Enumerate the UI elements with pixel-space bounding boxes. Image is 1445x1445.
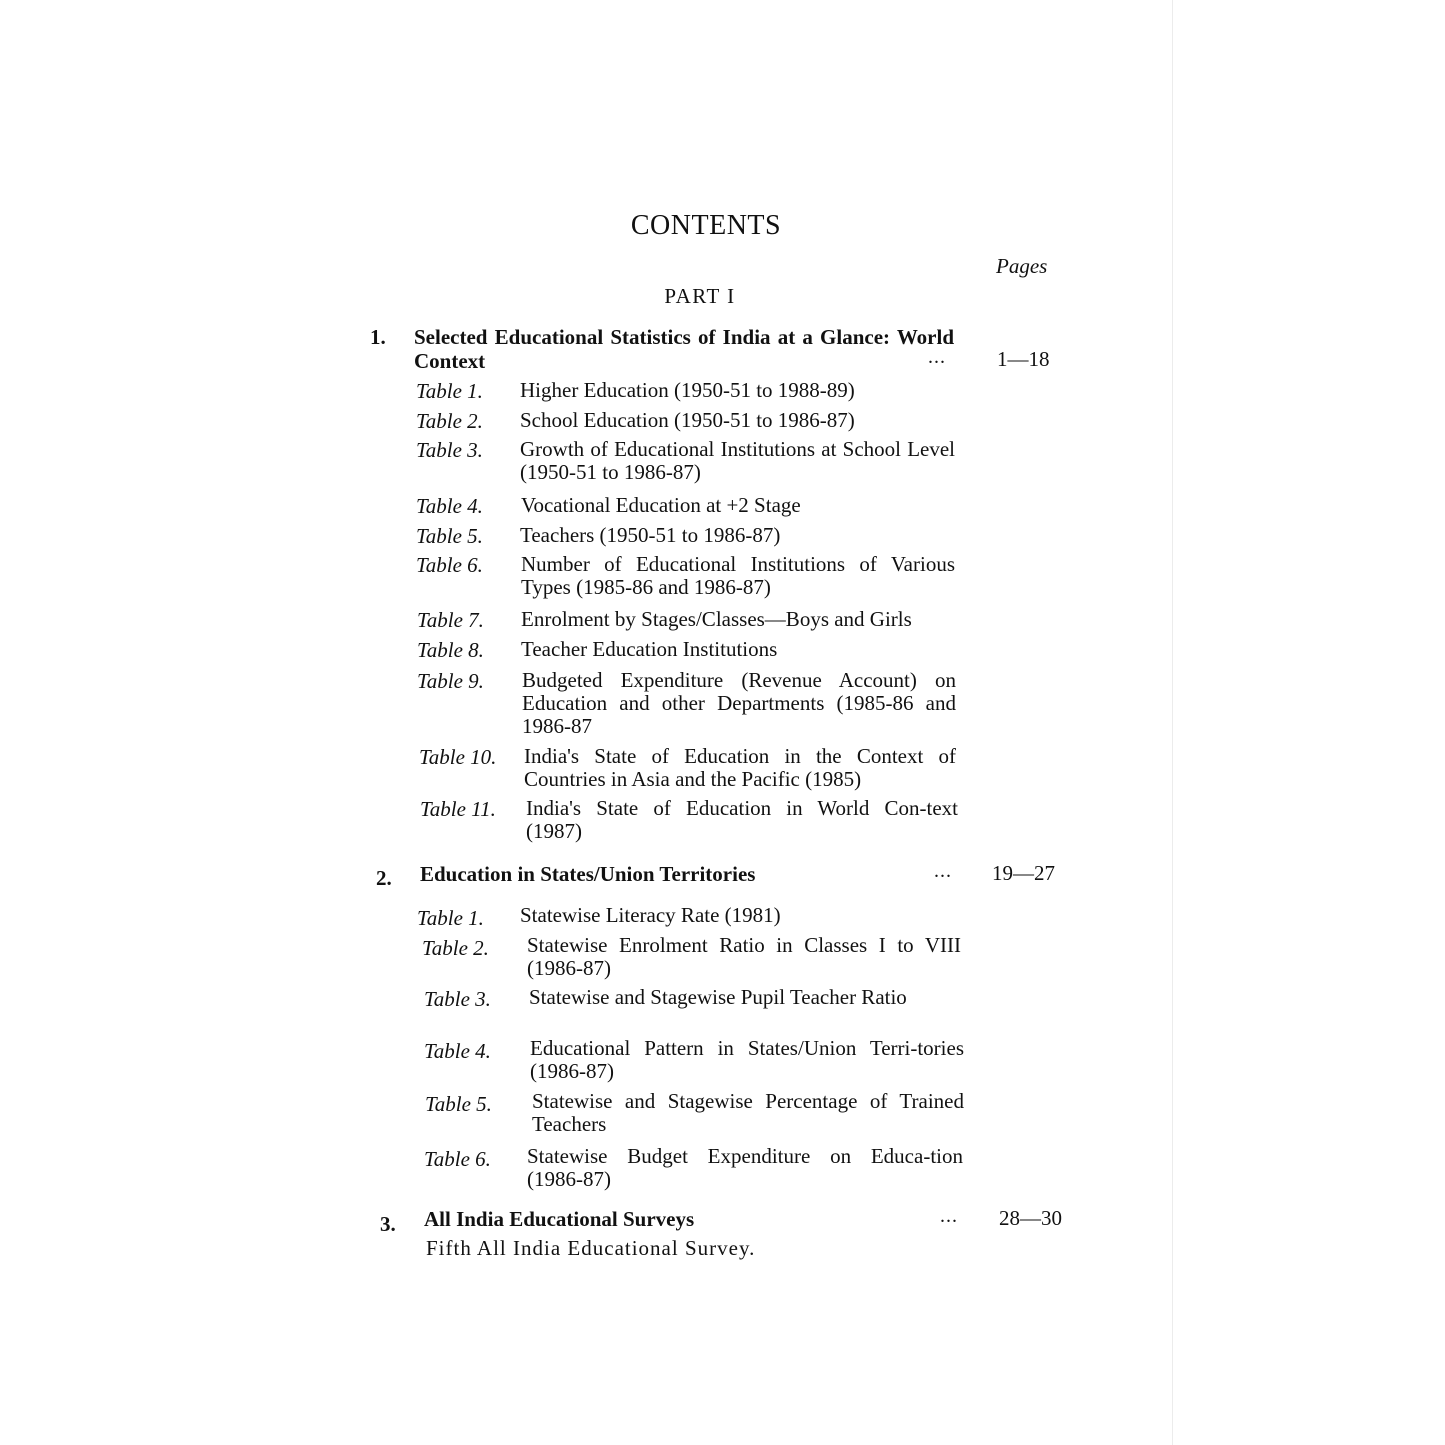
table-title: Growth of Educational Institutions at School Level (1950-51 to 1986-87) [520,437,955,484]
table-label: Table 11. [420,797,496,821]
section-subtitle: Fifth All India Educational Survey. [426,1236,756,1260]
table-title: Statewise Enrolment Ratio in Classes I to VIII (1986-87) [527,933,961,980]
table-label: Table 4. [416,494,483,518]
table-title: Vocational Education at +2 Stage [521,493,801,517]
table-label: Table 7. [417,608,484,632]
table-title: India's State of Education in World Con-text (1987) [526,796,958,843]
section-number: 1. [370,325,386,349]
table-title: Statewise and Stagewise Percentage of Trained Teachers [532,1089,964,1136]
pages-column-header: Pages [996,254,1048,278]
table-label: Table 10. [419,745,497,769]
table-title: India's State of Education in the Context of Countries in Asia and the Pacific (1985) [524,744,956,791]
table-label: Table 5. [425,1092,492,1116]
table-label: Table 1. [417,906,484,930]
section-title: All India Educational Surveys [424,1207,695,1231]
table-title: Statewise Budget Expenditure on Educa-tion (1986-87) [527,1144,963,1191]
section-number: 2. [376,866,392,890]
section-number: 3. [380,1212,396,1236]
section-title: Education in States/Union Territories [420,862,756,886]
page-range: 28—30 [999,1206,1062,1230]
table-title: Statewise and Stagewise Pupil Teacher Ratio [529,985,907,1009]
table-title: Statewise Literacy Rate (1981) [520,903,781,927]
table-title: Enrolment by Stages/Classes—Boys and Girls [521,607,912,631]
table-label: Table 3. [416,438,483,462]
table-title: Teacher Education Institutions [521,637,778,661]
table-title: Higher Education (1950-51 to 1988-89) [520,378,855,402]
table-label: Table 5. [416,524,483,548]
leader-dots: ... [940,1205,958,1227]
table-label: Table 1. [416,379,483,403]
table-label: Table 6. [416,553,483,577]
page-title: CONTENTS [630,210,782,241]
table-title: Number of Educational Institutions of Various Types (1985-86 and 1986-87) [521,552,955,599]
table-label: Table 6. [424,1147,491,1171]
table-title: Teachers (1950-51 to 1986-87) [520,523,781,547]
leader-dots: ... [928,346,946,368]
table-label: Table 9. [417,669,484,693]
page-range: 19—27 [992,861,1055,885]
table-label: Table 3. [424,987,491,1011]
table-label: Table 2. [422,936,489,960]
table-title: Educational Pattern in States/Union Terri-tories (1986-87) [530,1036,964,1083]
section-title: Selected Educational Statistics of India at a Glance: World Context [414,325,954,373]
table-title: Budgeted Expenditure (Revenue Account) on Education and other Departments (1985-86 and 1986-87 [522,668,956,738]
table-label: Table 8. [417,638,484,662]
table-title: School Education (1950-51 to 1986-87) [520,408,855,432]
table-label: Table 4. [424,1039,491,1063]
part-heading: PART I [664,284,736,308]
page-range: 1—18 [997,347,1050,371]
leader-dots: ... [934,860,952,882]
table-label: Table 2. [416,409,483,433]
